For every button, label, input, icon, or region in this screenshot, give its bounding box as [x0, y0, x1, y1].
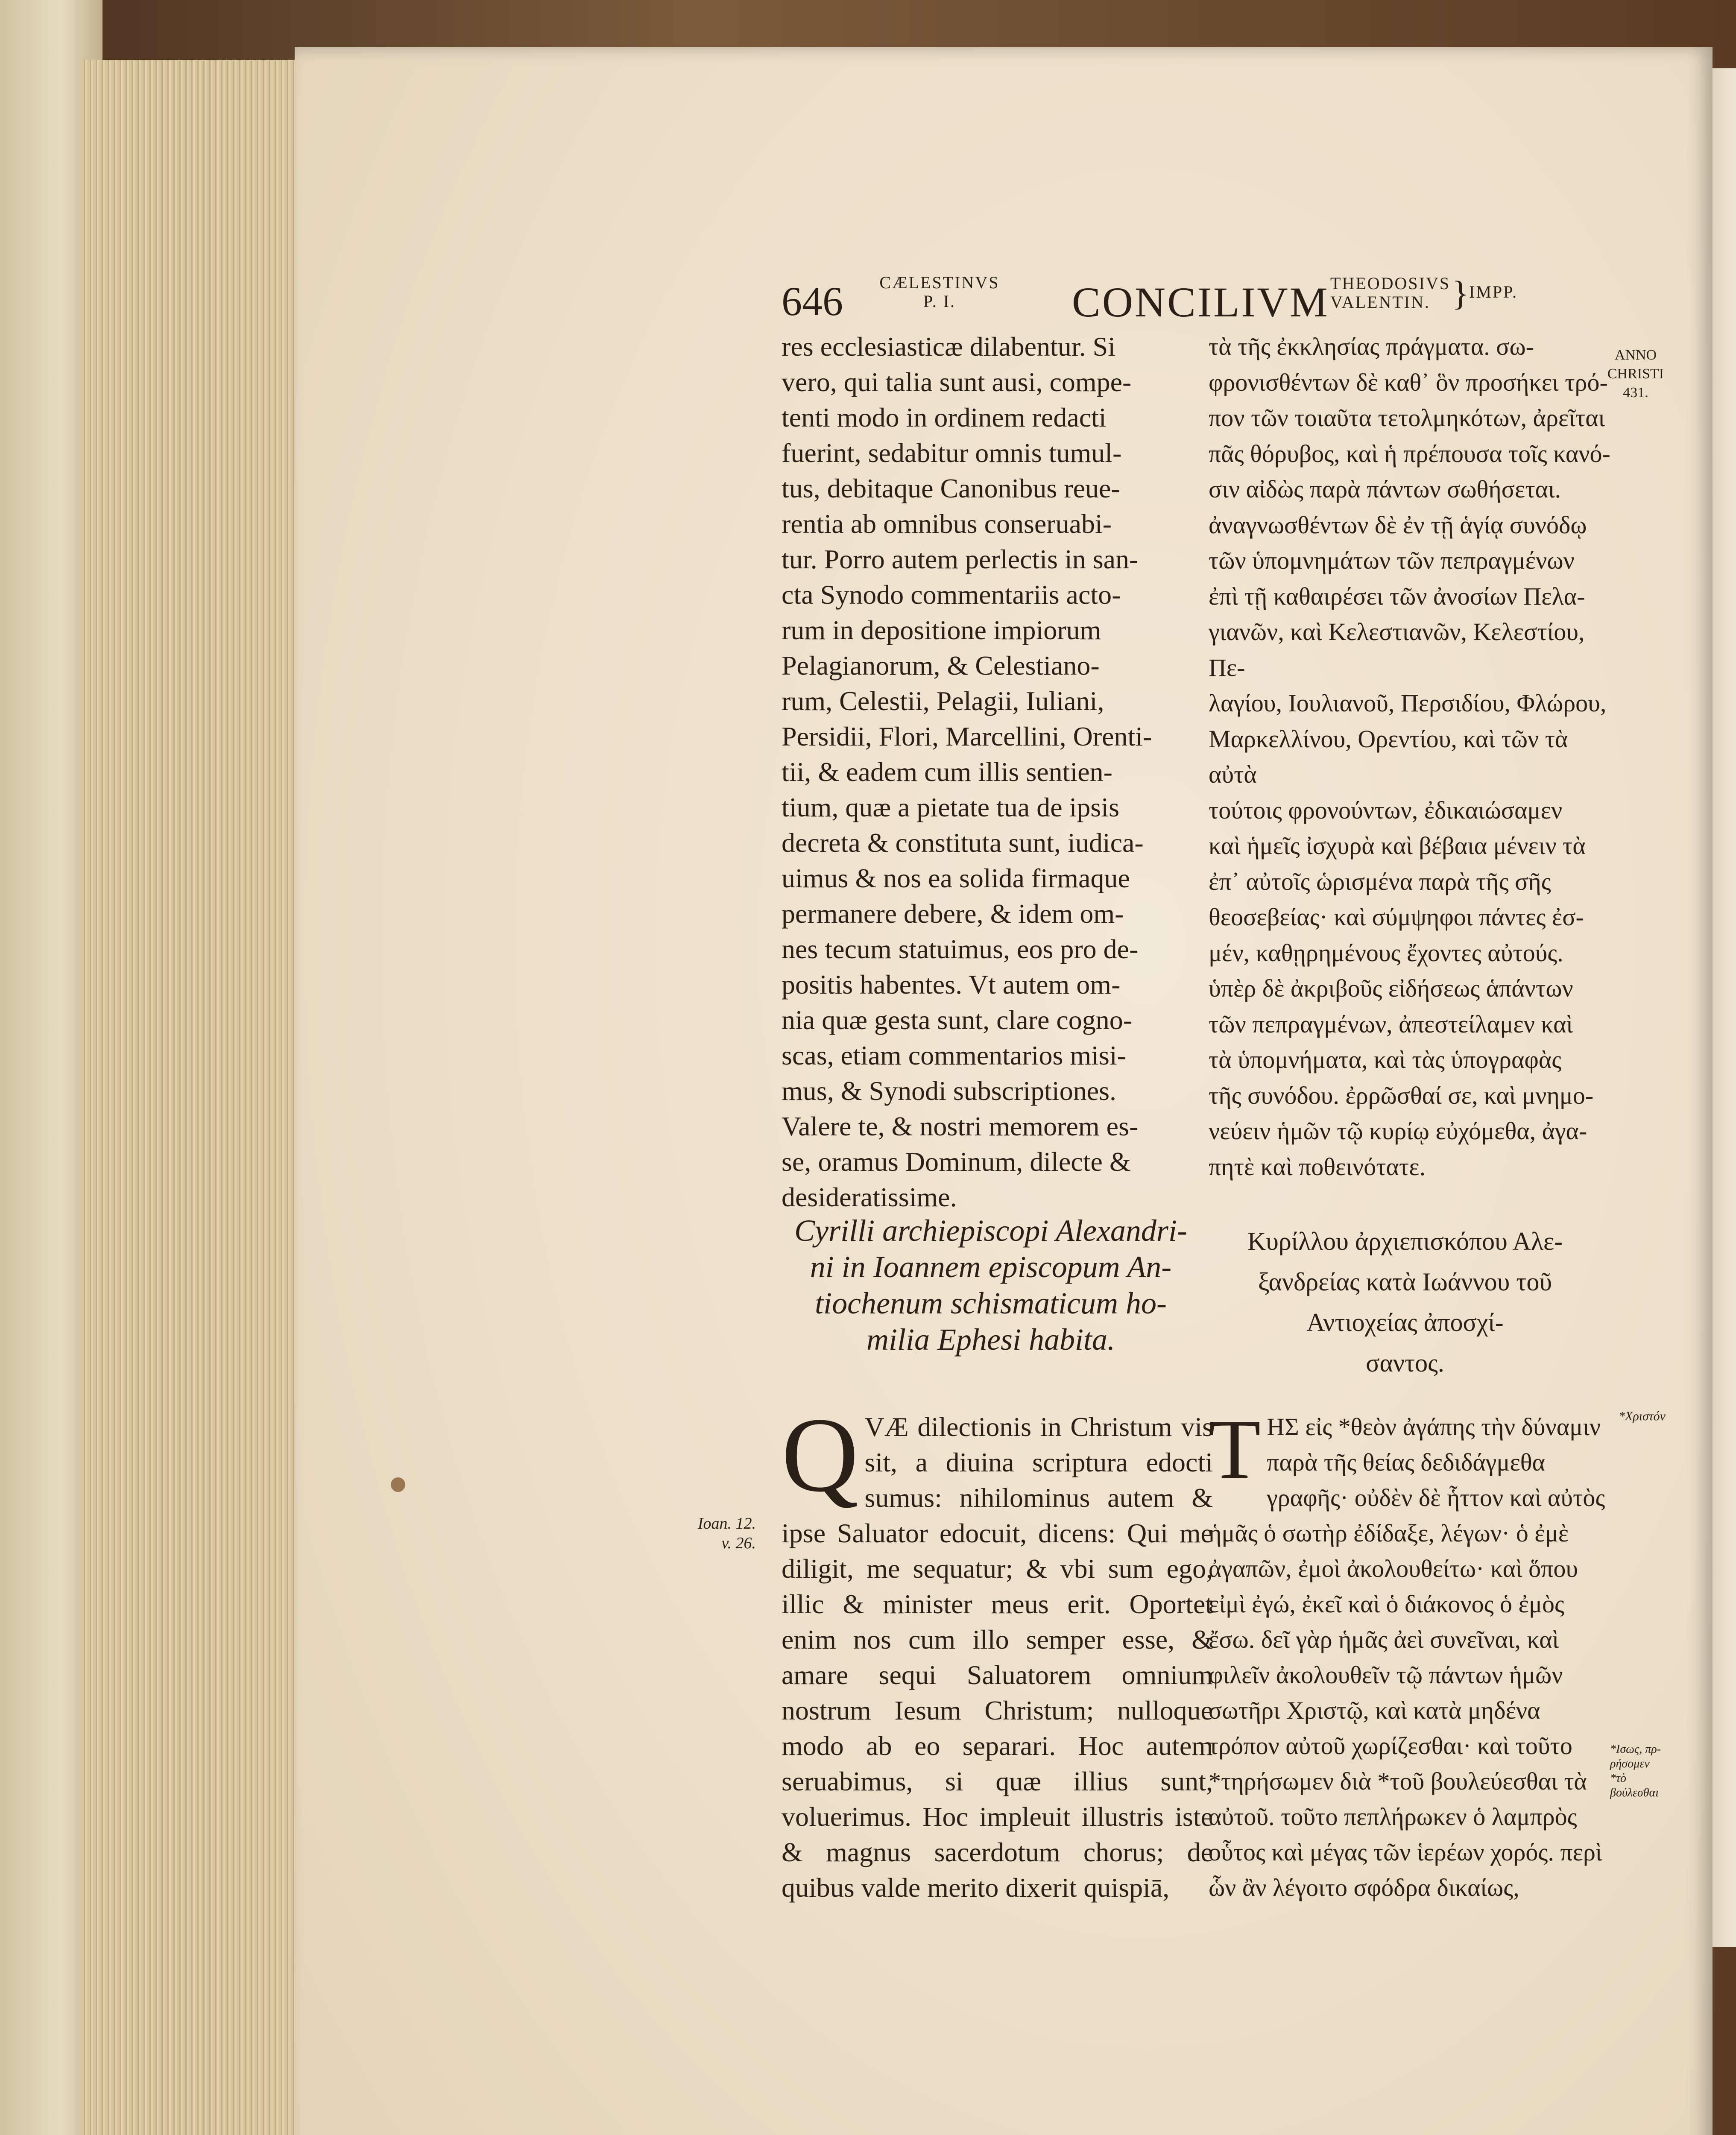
- page-title: CONCILIVM: [1072, 278, 1329, 326]
- drop-cap-latin: Q: [782, 1396, 859, 1514]
- page-number: 646: [782, 278, 843, 324]
- margin-citation: Ioan. 12. v. 26.: [697, 1515, 756, 1552]
- latin-text-block-1: res ecclesiasticæ dilabentur. Si vero, qui talia sunt ausi, compe- tenti modo in ordinem redacti fuerint, sedabitur omnis tumul- tus, debitaque Canonibus reue- rentia ab omnibus conseruabi- tur. Porro autem perlectis in san- cta Synodo commentariis acto- rum in depositione impiorum Pelagianorum, & Celestiano- rum, Celestii, Pelagii, Iuliani, Persidii, Flori, Marcellini, Orenti- tii, & eadem cum illis sentien- tium, quæ a pietate tua de ipsis decreta & constituta sunt, iudica- uimus & nos ea solida firmaque permanere debere, & idem om- nes tecum statuimus, eos pro de- positis habentes. Vt autem om- nia quæ gesta sunt, clare cogno- scas, etiam commentarios misi- mus, & Synodi subscriptiones. Valere te, & nostri memorem es- se, oramus Dominum, dilecte & desideratissime.: [782, 331, 1152, 1212]
- running-head-left: CÆLESTINVS P. I.: [879, 273, 1000, 311]
- greek-text-block-1: τὰ τῆς ἐκκλησίας πράγματα. σω- φρονισθέντων δὲ καθ᾽ ὃν προσήκει τρό- πον τῶν τοιαῦτα τετολμηκότων, ἀρεῖται πᾶς θόρυβος, καὶ ἡ πρέπουσα τοῖς κανό- σιν αἰδὼς παρὰ πάντων σωθήσεται. ἀναγνωσθέντων δὲ ἐν τῇ ἁγίᾳ συνόδῳ τῶν ὑπομνημάτων τῶν πεπραγμένων ἐπὶ τῇ καθαιρέσει τῶν ἀνοσίων Πελα- γιανῶν, καὶ Κελεστιανῶν, Κελεστίου, Πε- λαγίου, Ιουλιανοῦ, Περσιδίου, Φλώρου, Μαρκελλίνου, Ορεντίου, καὶ τῶν τὰ αὐτὰ τούτοις φρονούντων, ἐδικαιώσαμεν καὶ ἡμεῖς ἰσχυρὰ καὶ βέβαια μένειν τὰ ἐπ᾽ αὐτοῖς ὡρισμένα παρὰ τῆς σῆς θεοσεβείας· καὶ σύμψηφοι πάντες ἐσ- μέν, καθῃρημένους ἔχοντες αὐτούς. ὑπὲρ δὲ ἀκριβοῦς εἰδήσεως ἁπάντων τῶν πεπραγμένων, ἀπεστείλαμεν καὶ τὰ ὑπομνήματα, καὶ τὰς ὑπογραφὰς τῆς συνόδου. ἐρρῶσθαί σε, καὶ μνημο- νεύειν ἡμῶν τῷ κυρίῳ εὐχόμεθα, ἀγα- πητὲ καὶ ποθεινότατε.: [1209, 333, 1610, 1181]
- homily-title-greek: Κυρίλλου ἀρχιεπισκόπου Αλε- ξανδρείας κατὰ Ιωάννου τοῦ Αντιοχείας ἀποσχί- σαντος.: [1247, 1227, 1563, 1377]
- margin-year-note: ANNO CHRISTI 431.: [1607, 347, 1664, 401]
- running-header: [782, 269, 1593, 329]
- latin-paragraph-2: VÆ dilectionis in Christum vis sit, a diuina scriptura edocti sumus: nihilominus autem & ipse Saluator edocuit, dicens: Qui me diligit, me sequatur; & vbi sum ego, illic & minister meus erit. Oportet enim nos cum illo semper esse, & amare sequi Saluatorem omnium nostrum Iesum Christum; nulloque modo ab eo separari. Hoc autem seruabimus, si quæ illius sunt, voluerimus. Hoc impleuit illustris iste & magnus sacerdotum chorus; de quibus valde merito dixerit quispiā,: [782, 1412, 1213, 1903]
- homily-title-latin: Cyrilli archiepiscopi Alexandri- ni in Ioannem episcopum An- tiochenum schismaticum ho- milia Ephesi habita.: [794, 1214, 1187, 1357]
- paper-spot: [391, 1477, 405, 1492]
- greek-paragraph-2: ΗΣ εἰς *θεὸν ἀγάπης τὴν δύναμιν παρὰ τῆς θείας δεδιδάγμεθα γραφῆς· οὐδὲν δὲ ἧττον καὶ αὐτὸς ἡμᾶς ὁ σωτὴρ ἐδίδαξε, λέγων· ὁ ἐμὲ ἀγαπῶν, ἐμοὶ ἀκολουθείτω· καὶ ὅπου εἰμὶ ἐγώ, ἐκεῖ καὶ ὁ διάκονος ὁ ἐμὸς ἔσω. δεῖ γὰρ ἡμᾶς ἀεὶ συνεῖναι, καὶ φιλεῖν ἀκολουθεῖν τῷ πάντων ἡμῶν σωτῆρι Χριστῷ, καὶ κατὰ μηδένα τρόπον αὐτοῦ χωρίζεσθαι· καὶ τοῦτο *τηρήσωμεν διὰ *τοῦ βουλεύεσθαι τὰ αὐτοῦ. τοῦτο πεπλήρωκεν ὁ λαμπρὸς οὗτος καὶ μέγας τῶν ἱερέων χορός. περὶ ὧν ἂν λέγοιτο σφόδρα δικαίως,: [1209, 1413, 1605, 1901]
- brace-mark: }: [1452, 274, 1469, 313]
- greek-text-block-2: [1209, 1402, 1614, 1905]
- running-head-suffix: IMPP.: [1469, 282, 1518, 301]
- page-edges: [81, 60, 303, 2135]
- margin-variant-note-1: *Χριστόν: [1619, 1409, 1666, 1423]
- latin-text-block-2: [782, 1396, 1213, 1905]
- drop-cap-greek: Τ: [1209, 1402, 1261, 1497]
- margin-variant-note-2: *Ισως, πρ- ρήσομεν *τὸ βούλεσθαι: [1610, 1743, 1661, 1799]
- running-head-right: THEODOSIVS VALENTIN.: [1330, 274, 1451, 312]
